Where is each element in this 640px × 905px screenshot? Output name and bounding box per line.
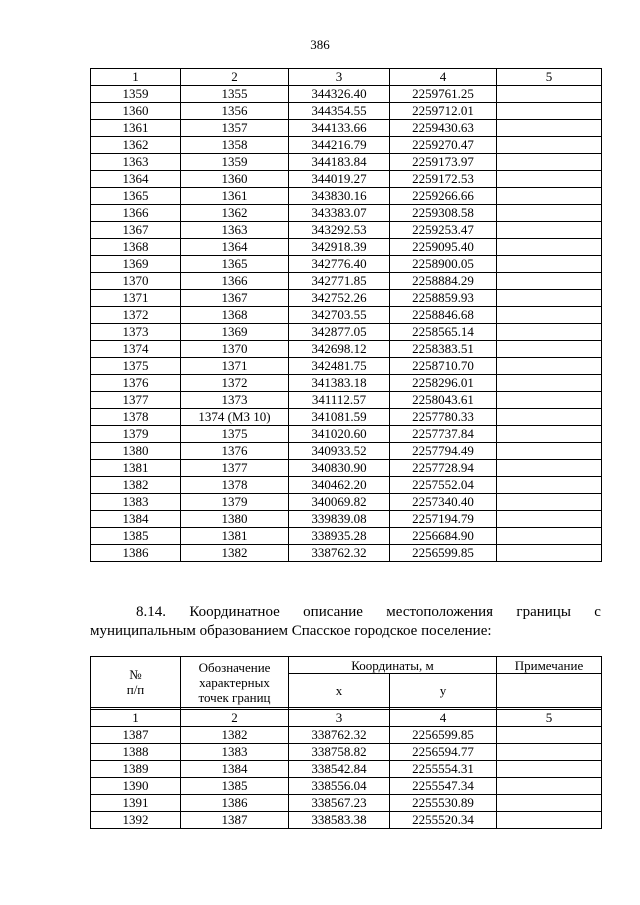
cell-y: 2259712.01 (390, 103, 497, 120)
table-row (91, 256, 602, 273)
cell-number: 1391 (91, 795, 181, 812)
cell-y: 2259308.58 (390, 205, 497, 222)
cell-y: 2258900.05 (390, 256, 497, 273)
cell-y: 2256594.77 (390, 744, 497, 761)
cell-y: 2259430.63 (390, 120, 497, 137)
cell-note (497, 494, 602, 511)
col-y-header: y (390, 674, 497, 708)
cell-number: 1387 (91, 727, 181, 744)
cell-note (497, 528, 602, 545)
cell-point-id: 1368 (181, 307, 289, 324)
cell-x: 341383.18 (289, 375, 390, 392)
cell-y: 2257340.40 (390, 494, 497, 511)
cell-note (497, 341, 602, 358)
cell-point-id: 1361 (181, 188, 289, 205)
cell-point-id: 1371 (181, 358, 289, 375)
cell-x: 344133.66 (289, 120, 390, 137)
col-index-3: 3 (289, 69, 390, 86)
table-row (91, 426, 602, 443)
cell-number: 1386 (91, 545, 181, 562)
col-number-header: № п/п (91, 657, 181, 708)
cell-note (497, 744, 602, 761)
cell-number: 1367 (91, 222, 181, 239)
cell-y: 2259172.53 (390, 171, 497, 188)
cell-number: 1376 (91, 375, 181, 392)
cell-point-id: 1363 (181, 222, 289, 239)
table-row (91, 727, 602, 744)
cell-point-id: 1362 (181, 205, 289, 222)
cell-y: 2259761.25 (390, 86, 497, 103)
table-row (91, 239, 602, 256)
section-heading-line1 (98, 603, 601, 622)
cell-point-id: 1378 (181, 477, 289, 494)
cell-x: 340933.52 (289, 443, 390, 460)
cell-point-id: 1387 (181, 812, 289, 829)
cell-y: 2259270.47 (390, 137, 497, 154)
table-row (91, 795, 602, 812)
table-row (91, 137, 602, 154)
cell-x: 338758.82 (289, 744, 390, 761)
page-number: 386 (310, 37, 330, 52)
table-row (91, 290, 602, 307)
cell-note (497, 511, 602, 528)
cell-note (497, 409, 602, 426)
cell-x: 342703.55 (289, 307, 390, 324)
cell-point-id: 1382 (181, 545, 289, 562)
table-row (91, 324, 602, 341)
cell-number: 1370 (91, 273, 181, 290)
cell-y: 2255547.34 (390, 778, 497, 795)
cell-x: 344183.84 (289, 154, 390, 171)
cell-note (497, 290, 602, 307)
cell-point-id: 1358 (181, 137, 289, 154)
cell-number: 1379 (91, 426, 181, 443)
cell-note (497, 477, 602, 494)
table-row (91, 222, 602, 239)
cell-x: 338542.84 (289, 761, 390, 778)
cell-number: 1368 (91, 239, 181, 256)
table-row (91, 154, 602, 171)
cell-y: 2258383.51 (390, 341, 497, 358)
cell-number: 1362 (91, 137, 181, 154)
col-point-designation-header: Обозначение характерных точек границ (181, 657, 289, 708)
cell-number: 1385 (91, 528, 181, 545)
cell-note (497, 222, 602, 239)
cell-point-id: 1369 (181, 324, 289, 341)
col-notes-header: Примечание (497, 657, 602, 674)
cell-number: 1369 (91, 256, 181, 273)
cell-x: 342771.85 (289, 273, 390, 290)
cell-x: 341020.60 (289, 426, 390, 443)
table-row (91, 103, 602, 120)
table-row (91, 188, 602, 205)
col-index-1: 1 (91, 69, 181, 86)
table-row (91, 171, 602, 188)
cell-number: 1377 (91, 392, 181, 409)
cell-number: 1361 (91, 120, 181, 137)
cell-y: 2259173.97 (390, 154, 497, 171)
cell-number: 1380 (91, 443, 181, 460)
cell-number: 1364 (91, 171, 181, 188)
cell-point-id: 1386 (181, 795, 289, 812)
table-row (91, 545, 602, 562)
cell-y: 2257194.79 (390, 511, 497, 528)
cell-y: 2256684.90 (390, 528, 497, 545)
cell-y: 2258846.68 (390, 307, 497, 324)
cell-number: 1359 (91, 86, 181, 103)
heading-word: с (594, 604, 601, 620)
cell-note (497, 761, 602, 778)
cell-y: 2257737.84 (390, 426, 497, 443)
cell-x: 342877.05 (289, 324, 390, 341)
cell-note (497, 795, 602, 812)
cell-x: 344019.27 (289, 171, 390, 188)
cell-note (497, 205, 602, 222)
heading-word: описание (303, 604, 363, 620)
cell-number: 1366 (91, 205, 181, 222)
table-row (91, 494, 602, 511)
cell-x: 343830.16 (289, 188, 390, 205)
cell-number: 1389 (91, 761, 181, 778)
col-coordinates-header: Координаты, м (289, 657, 497, 674)
cell-number: 1372 (91, 307, 181, 324)
table-row (91, 273, 602, 290)
table-row (91, 812, 602, 829)
coordinates-table-continued (90, 68, 602, 562)
cell-number: 1373 (91, 324, 181, 341)
cell-x: 338762.32 (289, 727, 390, 744)
cell-y: 2255554.31 (390, 761, 497, 778)
cell-note (497, 188, 602, 205)
cell-y: 2259095.40 (390, 239, 497, 256)
cell-y: 2258296.01 (390, 375, 497, 392)
table-header-row (91, 69, 602, 86)
table-row (91, 460, 602, 477)
table-row (91, 120, 602, 137)
cell-number: 1360 (91, 103, 181, 120)
cell-note (497, 120, 602, 137)
cell-note (497, 460, 602, 477)
cell-number: 1381 (91, 460, 181, 477)
cell-note (497, 307, 602, 324)
cell-number: 1384 (91, 511, 181, 528)
cell-point-id: 1384 (181, 761, 289, 778)
cell-number: 1392 (91, 812, 181, 829)
cell-y: 2257794.49 (390, 443, 497, 460)
cell-point-id: 1356 (181, 103, 289, 120)
table-header-row (91, 657, 602, 674)
cell-y: 2255520.34 (390, 812, 497, 829)
cell-y: 2258043.61 (390, 392, 497, 409)
cell-y: 2255530.89 (390, 795, 497, 812)
table-row (91, 443, 602, 460)
cell-x: 342698.12 (289, 341, 390, 358)
table-row (91, 307, 602, 324)
cell-point-id: 1375 (181, 426, 289, 443)
cell-x: 338762.32 (289, 545, 390, 562)
cell-y: 2256599.85 (390, 727, 497, 744)
cell-number: 1390 (91, 778, 181, 795)
cell-note (497, 256, 602, 273)
section-number: 8.14. (136, 604, 166, 620)
cell-note (497, 137, 602, 154)
cell-x: 344354.55 (289, 103, 390, 120)
cell-y: 2257780.33 (390, 409, 497, 426)
cell-note (497, 273, 602, 290)
heading-word: границы (516, 604, 571, 620)
cell-point-id: 1382 (181, 727, 289, 744)
cell-number: 1383 (91, 494, 181, 511)
cell-y: 2258565.14 (390, 324, 497, 341)
cell-note (497, 154, 602, 171)
cell-number: 1375 (91, 358, 181, 375)
cell-point-id: 1381 (181, 528, 289, 545)
cell-x: 342481.75 (289, 358, 390, 375)
cell-note (497, 324, 602, 341)
table-row (91, 744, 602, 761)
col-index-3: 3 (289, 710, 390, 727)
cell-number: 1388 (91, 744, 181, 761)
table-row (91, 86, 602, 103)
cell-x: 343292.53 (289, 222, 390, 239)
cell-note (497, 375, 602, 392)
cell-y: 2258884.29 (390, 273, 497, 290)
cell-x: 343383.07 (289, 205, 390, 222)
cell-point-id: 1376 (181, 443, 289, 460)
table-index-row (91, 710, 602, 727)
cell-note (497, 239, 602, 256)
cell-y: 2259253.47 (390, 222, 497, 239)
cell-note (497, 392, 602, 409)
cell-note (497, 358, 602, 375)
table-row (91, 392, 602, 409)
table-row (91, 778, 602, 795)
cell-point-id: 1359 (181, 154, 289, 171)
col-index-4: 4 (390, 69, 497, 86)
cell-x: 341112.57 (289, 392, 390, 409)
cell-x: 342918.39 (289, 239, 390, 256)
cell-point-id: 1365 (181, 256, 289, 273)
coordinates-table-spasskoe (90, 656, 602, 829)
table-row (91, 511, 602, 528)
cell-number: 1374 (91, 341, 181, 358)
cell-x: 344216.79 (289, 137, 390, 154)
cell-note (497, 171, 602, 188)
cell-point-id: 1360 (181, 171, 289, 188)
cell-point-id: 1367 (181, 290, 289, 307)
cell-note (497, 727, 602, 744)
cell-note (497, 443, 602, 460)
heading-word: Координатное (189, 604, 280, 620)
col-index-1: 1 (91, 710, 181, 727)
table-row (91, 409, 602, 426)
cell-point-id: 1374 (МЗ 10) (181, 409, 289, 426)
table-row (91, 477, 602, 494)
col-index-5: 5 (497, 710, 602, 727)
table-row (91, 205, 602, 222)
col-x-header: x (289, 674, 390, 708)
cell-x: 342776.40 (289, 256, 390, 273)
cell-y: 2259266.66 (390, 188, 497, 205)
table-row (91, 358, 602, 375)
cell-point-id: 1366 (181, 273, 289, 290)
cell-point-id: 1380 (181, 511, 289, 528)
cell-number: 1371 (91, 290, 181, 307)
cell-number: 1378 (91, 409, 181, 426)
col-index-2: 2 (181, 69, 289, 86)
table-row (91, 761, 602, 778)
col-index-5: 5 (497, 69, 602, 86)
section-heading-line2: муниципальным образованием Спасское городское поселение: (90, 623, 492, 639)
cell-x: 344326.40 (289, 86, 390, 103)
cell-x: 342752.26 (289, 290, 390, 307)
cell-x: 340830.90 (289, 460, 390, 477)
table-row (91, 341, 602, 358)
table-row (91, 528, 602, 545)
cell-x: 341081.59 (289, 409, 390, 426)
cell-y: 2258859.93 (390, 290, 497, 307)
cell-number: 1382 (91, 477, 181, 494)
cell-point-id: 1377 (181, 460, 289, 477)
cell-note (497, 545, 602, 562)
col-index-2: 2 (181, 710, 289, 727)
cell-point-id: 1357 (181, 120, 289, 137)
cell-x: 339839.08 (289, 511, 390, 528)
cell-number: 1363 (91, 154, 181, 171)
col-index-4: 4 (390, 710, 497, 727)
cell-point-id: 1383 (181, 744, 289, 761)
cell-note (497, 812, 602, 829)
cell-x: 340462.20 (289, 477, 390, 494)
cell-y: 2257552.04 (390, 477, 497, 494)
cell-point-id: 1370 (181, 341, 289, 358)
cell-x: 338583.38 (289, 812, 390, 829)
cell-x: 340069.82 (289, 494, 390, 511)
section-heading (90, 603, 601, 641)
cell-point-id: 1373 (181, 392, 289, 409)
cell-y: 2258710.70 (390, 358, 497, 375)
cell-point-id: 1372 (181, 375, 289, 392)
cell-y: 2256599.85 (390, 545, 497, 562)
cell-note (497, 778, 602, 795)
heading-word: местоположения (386, 604, 494, 620)
cell-y: 2257728.94 (390, 460, 497, 477)
cell-number: 1365 (91, 188, 181, 205)
cell-point-id: 1385 (181, 778, 289, 795)
col-notes-subheader-empty (497, 674, 602, 708)
cell-x: 338935.28 (289, 528, 390, 545)
cell-point-id: 1379 (181, 494, 289, 511)
table-row (91, 375, 602, 392)
cell-note (497, 86, 602, 103)
cell-x: 338556.04 (289, 778, 390, 795)
cell-note (497, 426, 602, 443)
cell-point-id: 1355 (181, 86, 289, 103)
cell-note (497, 103, 602, 120)
cell-x: 338567.23 (289, 795, 390, 812)
cell-point-id: 1364 (181, 239, 289, 256)
